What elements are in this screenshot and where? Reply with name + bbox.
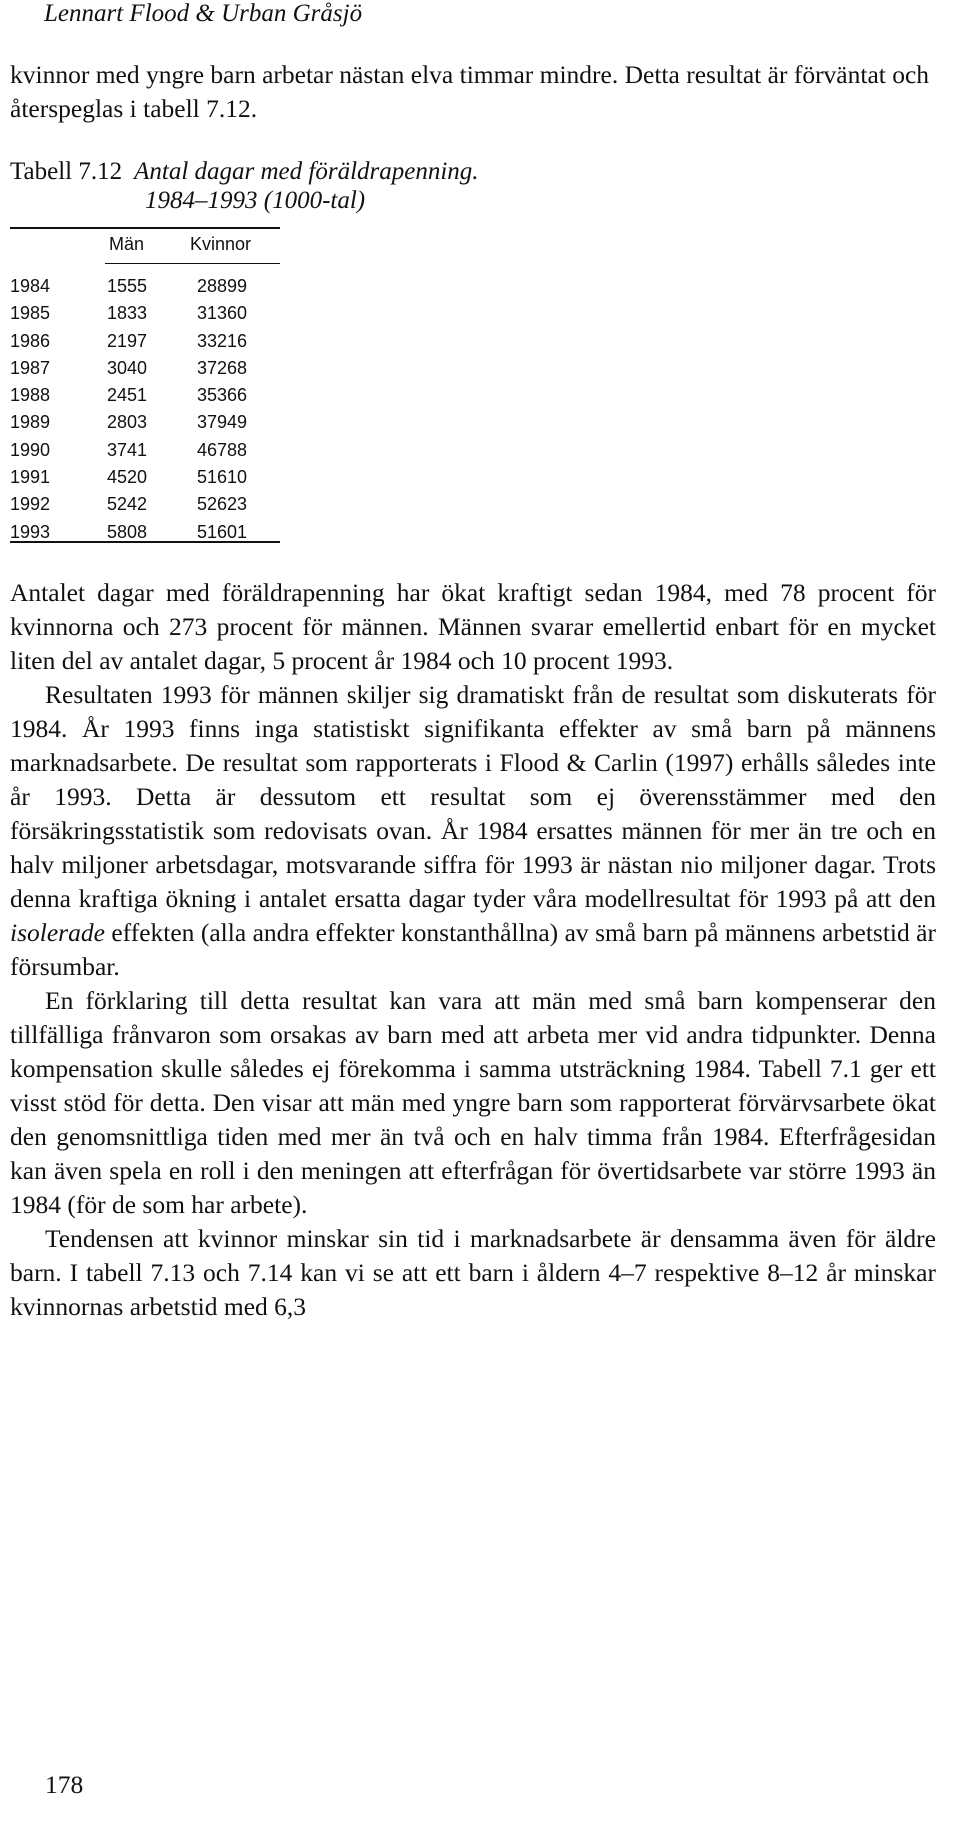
table-subtitle: 1984–1993 (1000-tal) (145, 187, 366, 214)
cell-women: 52623 (197, 494, 248, 515)
cell-year: 1984 (10, 276, 51, 296)
table-label: Tabell 7.12 (10, 158, 123, 185)
cell-women: 31360 (197, 303, 248, 324)
table-title: Antal dagar med föräldrapenning. (134, 158, 479, 185)
table-row (10, 383, 280, 410)
paragraph-3: En förklaring till detta resultat kan vara att män med små barn kompenserar den tillfälliga frånvaron som orsakas av barn med att arbeta mer vid andra tidpunkter. Denna kompensation skulle således ej förekomma i samma utsträckning 1984. Tabell 7.1 ger ett visst stöd för detta. Den visar att män med yngre barn som rapporterat förvärvsarbete ökat den genomsnittliga tiden med mer än två och en halv timma från 1984. Efterfrågesidan kan även spela en roll i den meningen att efterfrågan för övertidsarbete var större 1993 än 1984 (för de som har arbete). (10, 986, 936, 1219)
cell-women: 35366 (197, 385, 248, 406)
cell-year: 1990 (10, 439, 51, 460)
cell-women: 46788 (197, 439, 248, 460)
cell-year: 1987 (10, 357, 51, 378)
cell-women: 51601 (197, 521, 248, 542)
table-row (10, 465, 280, 492)
table-row (10, 492, 280, 519)
paragraph-2-part-a: Resultaten 1993 för männen skiljer sig dramatiskt från de resultat som diskuterats för 1984. År 1993 finns inga statistiskt signifikanta effekter av små barn på männens marknadsarbete. De resultat som rapporterats i Flood & Carlin (1997) erhålls således inte år 1993. Detta är dessutom ett resultat som ej överensstämmer med den försäkringsstatistik som redovisats ovan. År 1984 ersattes männen för mer än tre och en halv miljoner arbetsdagar, motsvarande siffra för 1993 är nästan nio miljoner dagar. Trots denna kraftiga ökning i antalet ersatta dagar tyder våra modellresultat för 1993 på att den (10, 680, 936, 913)
cell-year: 1988 (10, 385, 51, 406)
table-caption (10, 156, 479, 188)
cell-men: 2197 (107, 330, 148, 351)
table-bottom-rule (10, 541, 280, 543)
table-body (10, 274, 280, 547)
cell-year: 1986 (10, 330, 51, 351)
cell-women: 37949 (197, 412, 248, 433)
cell-men: 4520 (107, 467, 148, 488)
table-row (10, 329, 280, 356)
cell-women: 51610 (197, 467, 248, 488)
cell-men: 2451 (107, 385, 148, 406)
page-number: 178 (45, 1770, 84, 1799)
cell-year: 1992 (10, 494, 51, 515)
body-text (10, 576, 936, 1324)
cell-women: 28899 (197, 276, 248, 296)
column-header-men: Män (109, 234, 145, 254)
table-top-rule (10, 227, 280, 229)
cell-men: 5808 (107, 521, 148, 542)
table-header-rule (105, 263, 280, 264)
column-header-women: Kvinnor (190, 234, 252, 254)
cell-women: 37268 (197, 357, 248, 378)
cell-year: 1989 (10, 412, 51, 433)
paragraph-4: Tendensen att kvinnor minskar sin tid i marknadsarbete är densamma även för äldre barn. I tabell 7.13 och 7.14 kan vi se att ett barn i åldern 4–7 respektive 8–12 år minskar kvinnornas arbetstid med 6,3 (10, 1224, 936, 1321)
table-row (10, 438, 280, 465)
running-head: Lennart Flood & Urban Gråsjö (44, 0, 363, 27)
table-row (10, 274, 280, 301)
intro-paragraph: kvinnor med yngre barn arbetar nästan elva timmar mindre. Detta resultat är förväntat och återspeglas i tabell 7.12. (10, 60, 930, 123)
cell-women: 33216 (197, 330, 248, 351)
cell-men: 5242 (107, 494, 148, 515)
cell-men: 3040 (107, 357, 148, 378)
paragraph-2-part-b: effekten (alla andra effekter konstanthållna) av små barn på männens arbetstid är försumbar. (10, 918, 936, 981)
table-row (10, 356, 280, 383)
cell-year: 1991 (10, 467, 51, 488)
cell-men: 2803 (107, 412, 148, 433)
table-row (10, 410, 280, 437)
paragraph-1: Antalet dagar med föräldrapenning har ökat kraftigt sedan 1984, med 78 procent för kvinnorna och 273 procent för männen. Männen svarar emellertid enbart för en mycket liten del av antalet dagar, 5 procent år 1984 och 10 procent 1993. (10, 578, 936, 675)
cell-year: 1993 (10, 521, 51, 542)
cell-year: 1985 (10, 303, 51, 324)
table-row (10, 301, 280, 328)
emphasis-isolerade: isolerade (10, 918, 105, 947)
paragraph-2 (10, 678, 936, 984)
cell-men: 1555 (107, 276, 148, 296)
cell-men: 3741 (107, 439, 148, 460)
cell-men: 1833 (107, 303, 148, 324)
